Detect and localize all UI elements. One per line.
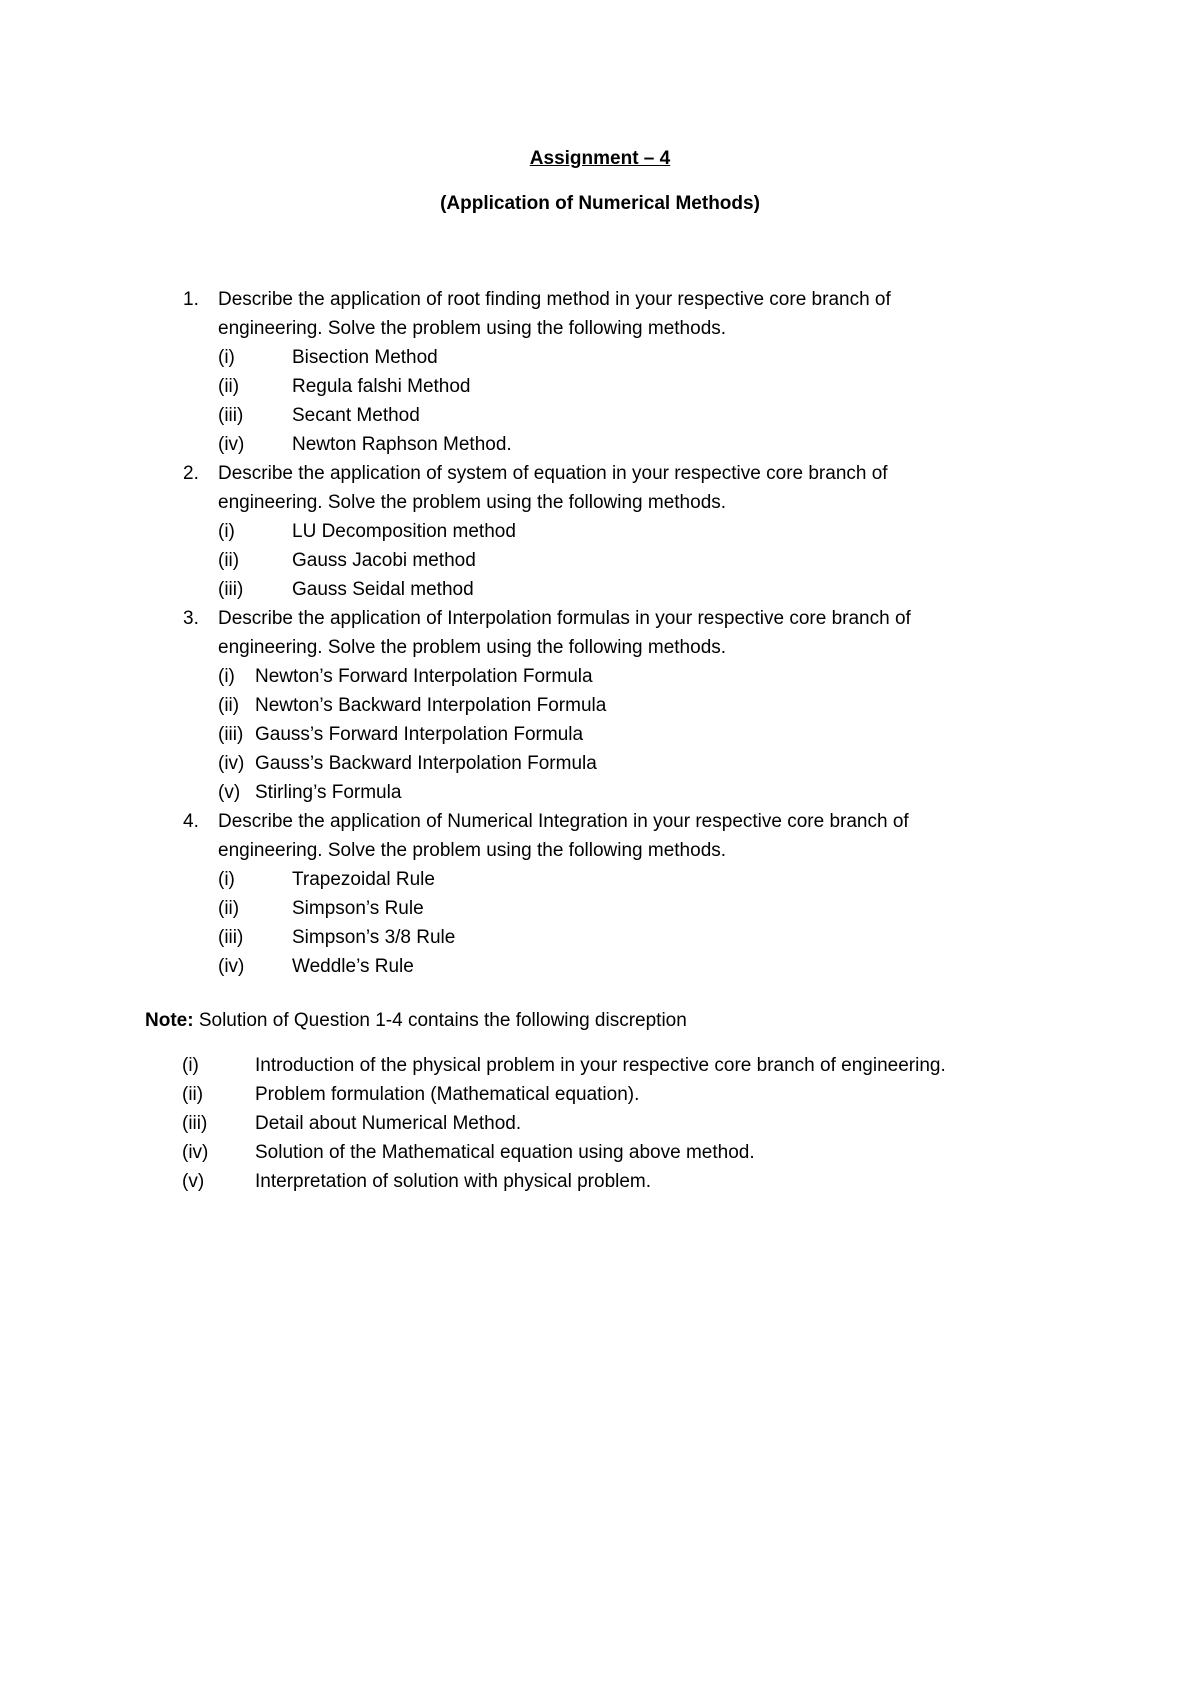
page-subtitle: (Application of Numerical Methods) [440, 193, 760, 214]
list-item [0, 1109, 1200, 1138]
item-text: Detail about Numerical Method. [255, 1113, 522, 1134]
item-text: Gauss Seidal method [292, 579, 474, 600]
list-item [0, 923, 1200, 952]
list-item [0, 1138, 1200, 1167]
note-label: Note: [145, 1010, 194, 1031]
item-text: Simpson’s Rule [292, 898, 424, 919]
item-text: Secant Method [292, 405, 420, 426]
item-number: (ii) [218, 376, 240, 397]
list-item [0, 894, 1200, 923]
question-text: engineering. Solve the problem using the following methods. [218, 840, 727, 861]
item-number: (iv) [218, 434, 245, 455]
list-item [0, 720, 1200, 749]
note-list [0, 1051, 1200, 1196]
list-item [0, 865, 1200, 894]
question-number: 4. [183, 811, 199, 832]
list-item [0, 691, 1200, 720]
item-text: Gauss’s Forward Interpolation Formula [255, 724, 584, 745]
list-item [0, 546, 1200, 575]
list-item [0, 401, 1200, 430]
item-number: (iv) [182, 1142, 209, 1163]
question-3-continued [0, 633, 1200, 662]
item-number: (i) [218, 521, 235, 542]
item-number: (i) [218, 869, 235, 890]
item-text: LU Decomposition method [292, 521, 516, 542]
list-item [0, 517, 1200, 546]
item-text: Newton Raphson Method. [292, 434, 512, 455]
item-number: (iii) [218, 405, 244, 426]
note-text: Solution of Question 1-4 contains the following discreption [193, 1010, 687, 1031]
item-text: Stirling’s Formula [255, 782, 402, 803]
item-text: Trapezoidal Rule [292, 869, 435, 890]
item-number: (iii) [218, 927, 244, 948]
item-text: Bisection Method [292, 347, 438, 368]
question-4-continued [0, 836, 1200, 865]
item-text: Simpson’s 3/8 Rule [292, 927, 456, 948]
item-number: (i) [218, 347, 235, 368]
item-number: (iv) [218, 753, 245, 774]
item-text: Gauss Jacobi method [292, 550, 476, 571]
page-title: Assignment – 4 [529, 148, 671, 169]
question-1-continued [0, 314, 1200, 343]
item-number: (iv) [218, 956, 245, 977]
item-number: (ii) [218, 898, 240, 919]
list-item [0, 430, 1200, 459]
item-text: Introduction of the physical problem in your respective core branch of engineering. [255, 1055, 946, 1076]
question-text: engineering. Solve the problem using the following methods. [218, 318, 727, 339]
item-text: Weddle’s Rule [292, 956, 414, 977]
question-list [0, 285, 1200, 981]
item-text: Newton’s Forward Interpolation Formula [255, 666, 593, 687]
item-number: (ii) [218, 550, 240, 571]
question-text: Describe the application of system of equation in your respective core branch of [218, 463, 888, 484]
note-paragraph [145, 1006, 687, 1035]
item-text: Newton’s Backward Interpolation Formula [255, 695, 607, 716]
list-item [0, 575, 1200, 604]
question-text: Describe the application of Numerical Integration in your respective core branch of [218, 811, 909, 832]
item-number: (iii) [218, 724, 244, 745]
question-4 [0, 807, 1200, 836]
question-number: 3. [183, 608, 199, 629]
list-item [0, 662, 1200, 691]
list-item [0, 952, 1200, 981]
question-number: 1. [183, 289, 199, 310]
item-text: Gauss’s Backward Interpolation Formula [255, 753, 597, 774]
question-3 [0, 604, 1200, 633]
item-number: (i) [218, 666, 235, 687]
item-number: (v) [182, 1171, 205, 1192]
list-item [0, 1080, 1200, 1109]
item-number: (i) [182, 1055, 199, 1076]
question-text: Describe the application of root finding method in your respective core branch of [218, 289, 891, 310]
item-number: (ii) [182, 1084, 204, 1105]
item-number: (iii) [182, 1113, 208, 1134]
question-1 [0, 285, 1200, 314]
question-text: engineering. Solve the problem using the following methods. [218, 492, 727, 513]
item-number: (ii) [218, 695, 240, 716]
question-number: 2. [183, 463, 199, 484]
item-text: Solution of the Mathematical equation using above method. [255, 1142, 755, 1163]
question-text: engineering. Solve the problem using the following methods. [218, 637, 727, 658]
item-number: (v) [218, 782, 241, 803]
list-item [0, 778, 1200, 807]
question-text: Describe the application of Interpolation formulas in your respective core branch of [218, 608, 911, 629]
item-text: Interpretation of solution with physical problem. [255, 1171, 652, 1192]
list-item [0, 343, 1200, 372]
item-text: Regula falshi Method [292, 376, 471, 397]
list-item [0, 1167, 1200, 1196]
item-text: Problem formulation (Mathematical equation). [255, 1084, 640, 1105]
list-item [0, 749, 1200, 778]
list-item [0, 1051, 1200, 1080]
list-item [0, 372, 1200, 401]
question-2 [0, 459, 1200, 488]
question-2-continued [0, 488, 1200, 517]
item-number: (iii) [218, 579, 244, 600]
